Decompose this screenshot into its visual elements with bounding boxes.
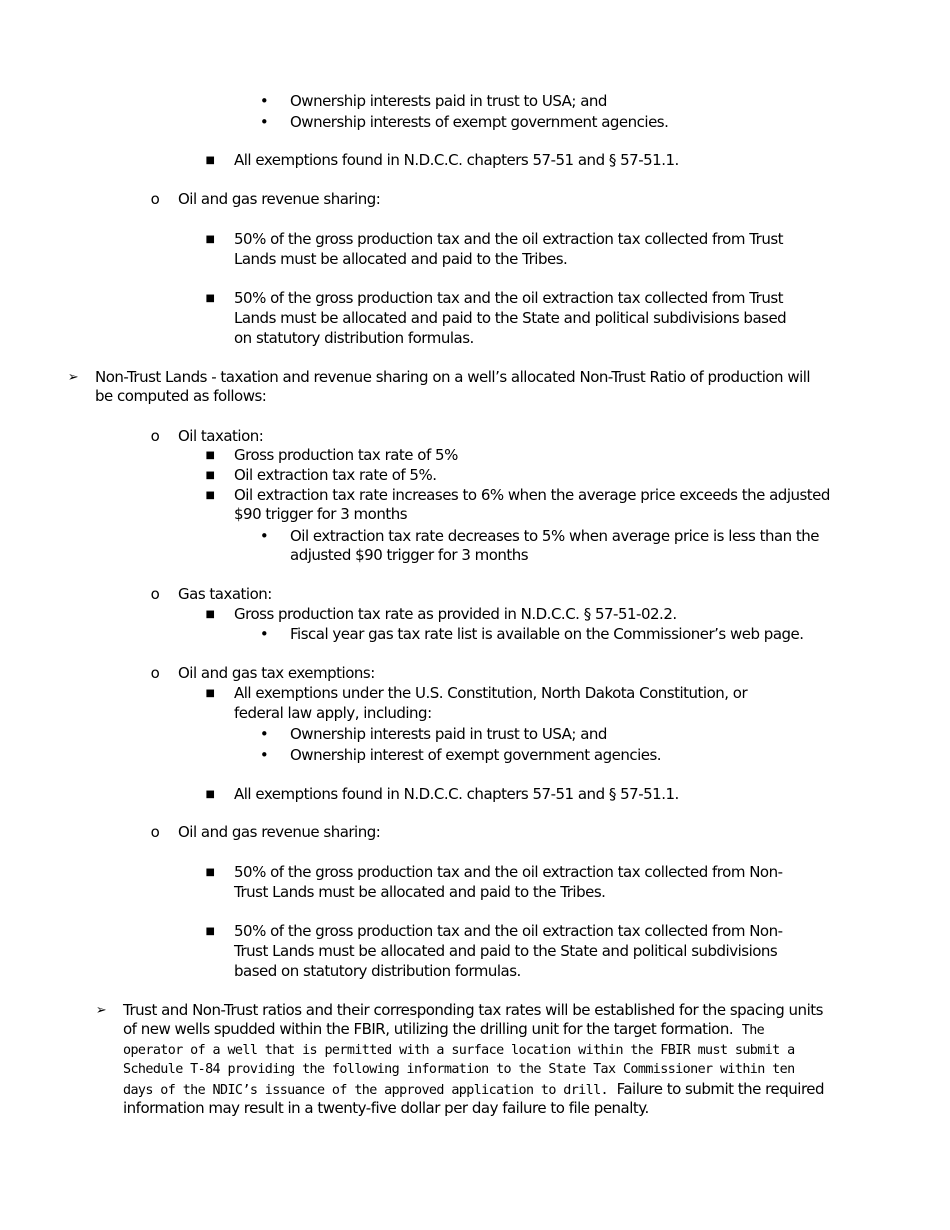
text-line: 50% of the gross production tax and the oil extraction tax collected from Trust: [234, 289, 784, 307]
text-line: Oil and gas tax exemptions:: [178, 664, 375, 682]
text-line: All exemptions found in N.D.C.C. chapters 57-51 and § 57-51.1.: [234, 151, 679, 169]
text-line: Oil and gas revenue sharing:: [178, 190, 381, 208]
text-line: Trust and Non-Trust ratios and their corresponding tax rates will be established for the spacing units: [123, 1001, 823, 1019]
square-bullet-marker: ■: [205, 155, 215, 166]
bullet-marker: •: [259, 625, 269, 643]
text-span: days of the NDIC’s issuance of the approved application to drill.: [123, 1083, 609, 1098]
text-line: 50% of the gross production tax and the oil extraction tax collected from Non-: [234, 922, 783, 940]
text-span: The: [741, 1023, 765, 1038]
circle-bullet-marker: o: [150, 585, 160, 603]
text-line: Gas taxation:: [178, 585, 272, 603]
text-line: All exemptions under the U.S. Constitution, North Dakota Constitution, or: [234, 684, 748, 702]
text-line: Oil extraction tax rate increases to 6% when the average price exceeds the adjusted: [234, 486, 830, 504]
text-line: Schedule T-84 providing the following information to the State Tax Commissioner within ten: [123, 1062, 795, 1077]
square-bullet-marker: ■: [205, 450, 215, 461]
text-line: based on statutory distribution formulas.: [234, 962, 521, 980]
arrow-bullet-marker: ➢: [67, 370, 79, 385]
text-line: Trust Lands must be allocated and paid to the Tribes.: [234, 883, 606, 901]
text-span: Failure to submit the required: [616, 1080, 825, 1098]
bullet-marker: •: [259, 746, 269, 764]
square-bullet-marker: ■: [205, 234, 215, 245]
text-line: Non-Trust Lands - taxation and revenue sharing on a well’s allocated Non-Trust Ratio of production will: [95, 368, 811, 386]
text-line: [123, 1080, 824, 1101]
text-line: All exemptions found in N.D.C.C. chapters 57-51 and § 57-51.1.: [234, 785, 679, 803]
text-line: Fiscal year gas tax rate list is available on the Commissioner’s web page.: [290, 625, 804, 643]
text-line: federal law apply, including:: [234, 704, 432, 722]
square-bullet-marker: ■: [205, 470, 215, 481]
text-line: Gross production tax rate of 5%: [234, 446, 458, 464]
text-line: Lands must be allocated and paid to the Tribes.: [234, 250, 568, 268]
text-line: Oil extraction tax rate decreases to 5% when average price is less than the: [290, 527, 820, 545]
bullet-marker: •: [259, 527, 269, 545]
square-bullet-marker: ■: [205, 490, 215, 501]
text-line: be computed as follows:: [95, 387, 267, 405]
circle-bullet-marker: o: [150, 427, 160, 445]
text-line: Trust Lands must be allocated and paid to the State and political subdivisions: [234, 942, 778, 960]
bullet-marker: •: [259, 92, 269, 110]
arrow-bullet-marker: ➢: [95, 1003, 107, 1018]
text-span: of new wells spudded within the FBIR, utilizing the drilling unit for the target formation.: [123, 1020, 734, 1038]
text-line: Oil taxation:: [178, 427, 264, 445]
text-line: [123, 1020, 764, 1041]
text-line: 50% of the gross production tax and the oil extraction tax collected from Non-: [234, 863, 783, 881]
text-line: operator of a well that is permitted with a surface location within the FBIR must submit a: [123, 1043, 795, 1058]
circle-bullet-marker: o: [150, 823, 160, 841]
bullet-marker: •: [259, 113, 269, 131]
text-line: Ownership interest of exempt government agencies.: [290, 746, 662, 764]
text-line: information may result in a twenty-five dollar per day failure to file penalty.: [123, 1099, 649, 1117]
text-line: on statutory distribution formulas.: [234, 329, 474, 347]
square-bullet-marker: ■: [205, 293, 215, 304]
text-line: Lands must be allocated and paid to the State and political subdivisions based: [234, 309, 787, 327]
square-bullet-marker: ■: [205, 609, 215, 620]
text-line: Ownership interests paid in trust to USA; and: [290, 92, 607, 110]
circle-bullet-marker: o: [150, 190, 160, 208]
text-line: Ownership interests paid in trust to USA; and: [290, 725, 607, 743]
square-bullet-marker: ■: [205, 926, 215, 937]
square-bullet-marker: ■: [205, 789, 215, 800]
text-line: Ownership interests of exempt government agencies.: [290, 113, 669, 131]
text-line: Oil extraction tax rate of 5%.: [234, 466, 437, 484]
bullet-marker: •: [259, 725, 269, 743]
square-bullet-marker: ■: [205, 867, 215, 878]
square-bullet-marker: ■: [205, 688, 215, 699]
text-line: adjusted $90 trigger for 3 months: [290, 546, 529, 564]
text-line: $90 trigger for 3 months: [234, 505, 408, 523]
text-line: Oil and gas revenue sharing:: [178, 823, 381, 841]
text-line: Gross production tax rate as provided in N.D.C.C. § 57-51-02.2.: [234, 605, 677, 623]
text-line: 50% of the gross production tax and the oil extraction tax collected from Trust: [234, 230, 784, 248]
circle-bullet-marker: o: [150, 664, 160, 682]
